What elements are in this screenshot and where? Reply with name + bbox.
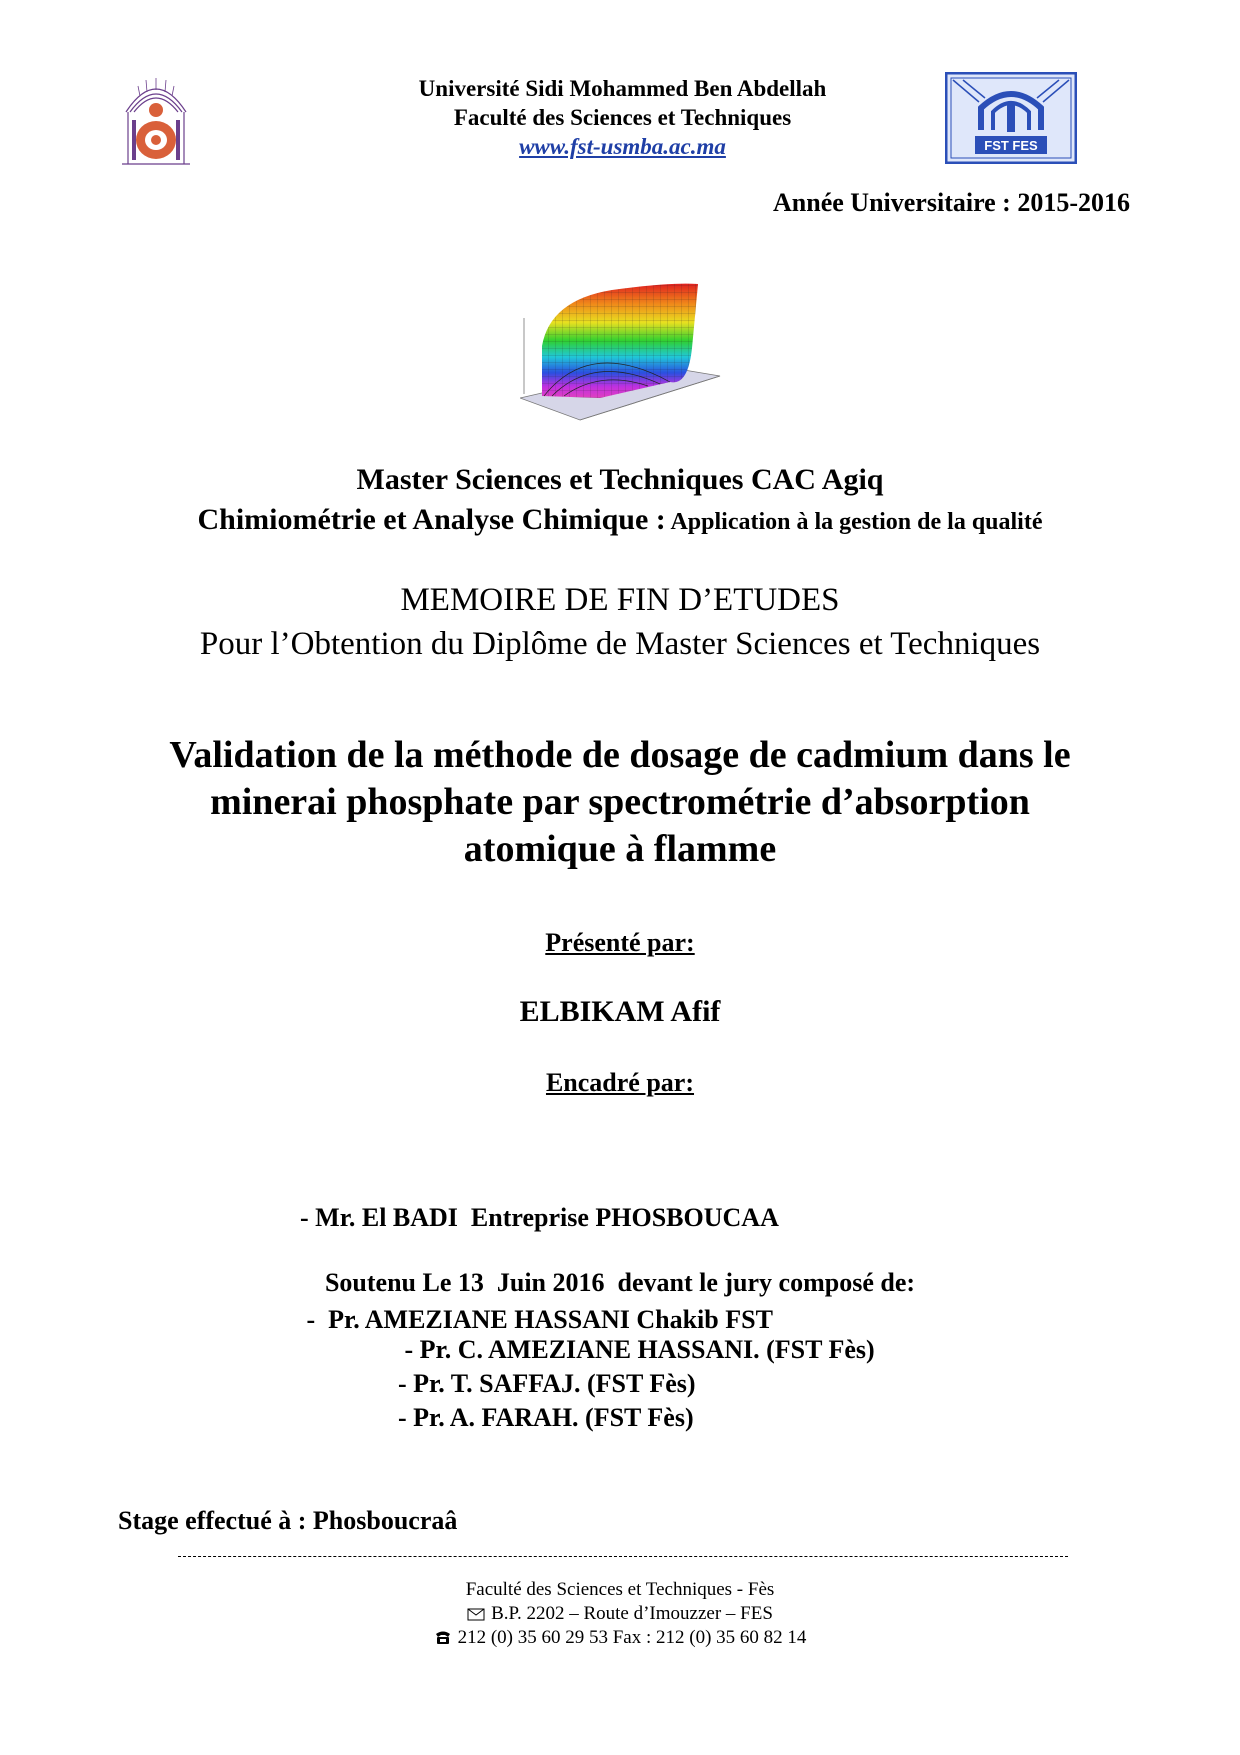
phone-icon <box>434 1629 452 1645</box>
memoire-line2: Pour l’Obtention du Diplôme de Master Sciences et Techniques <box>199 626 1041 662</box>
jury-member: - Pr. A. FARAH. (FST Fès) <box>398 1403 694 1432</box>
thesis-title-line3: atomique à flamme <box>463 828 777 870</box>
footer-phone-fax: 212 (0) 35 60 29 53 Fax : 212 (0) 35 60 82 14 <box>457 1627 807 1648</box>
supervised-by-row <box>80 1068 1160 1098</box>
specialty-sub: Application à la gestion de la qualité <box>665 509 1043 535</box>
footer-address: B.P. 2202 – Route d’Imouzzer – FES <box>491 1603 773 1624</box>
response-surface-figure <box>520 278 728 436</box>
faculty-name: Faculté des Sciences et Techniques <box>453 105 792 130</box>
supervised-by-label: Encadré par: <box>545 1068 695 1097</box>
footer-divider <box>178 1556 1068 1557</box>
jury-member: - Pr. C. AMEZIANE HASSANI. (FST Fès) <box>398 1335 875 1364</box>
footer-faculty: Faculté des Sciences et Techniques - Fès <box>465 1579 775 1600</box>
website-link[interactable]: www.fst-usmba.ac.ma <box>519 134 726 159</box>
specialty-main: Chimiométrie et Analyse Chimique : <box>197 503 666 536</box>
academic-year: Année Universitaire : 2015-2016 <box>773 188 1130 217</box>
presented-by-label: Présenté par: <box>545 928 695 957</box>
supervisor-item: - Pr. AMEZIANE HASSANI Chakib FST <box>300 1305 773 1334</box>
university-logo <box>118 72 194 168</box>
memoire-line1: MEMOIRE DE FIN D’ETUDES <box>400 582 840 618</box>
university-name: Université Sidi Mohammed Ben Abdellah <box>418 76 827 101</box>
presented-by-row <box>80 928 1160 958</box>
jury-list <box>398 1333 1098 1435</box>
jury-member: - Pr. T. SAFFAJ. (FST Fès) <box>398 1369 696 1398</box>
internship-location: Stage effectué à : Phosboucraâ <box>118 1506 458 1535</box>
master-name: Master Sciences et Techniques CAC Agiq <box>356 463 884 496</box>
fst-fes-logo <box>945 72 1077 164</box>
thesis-title-line2: minerai phosphate par spectrométrie d’absorption <box>210 781 1030 823</box>
fst-logo-text: FST FES <box>984 138 1038 153</box>
master-program <box>80 460 1160 542</box>
defense-statement: Soutenu Le 13 Juin 2016 devant le jury composé de: <box>324 1268 916 1297</box>
footer-contact <box>300 1578 940 1650</box>
institution-header <box>330 74 915 161</box>
supervisor-item: - Mr. El BADI Entreprise PHOSBOUCAA <box>300 1203 779 1232</box>
thesis-title-line1: Validation de la méthode de dosage de cadmium dans le <box>169 734 1071 776</box>
author-name: ELBIKAM Afif <box>519 995 721 1028</box>
thesis-title <box>80 732 1160 873</box>
memoire-heading <box>80 578 1160 666</box>
mail-icon <box>467 1607 485 1621</box>
